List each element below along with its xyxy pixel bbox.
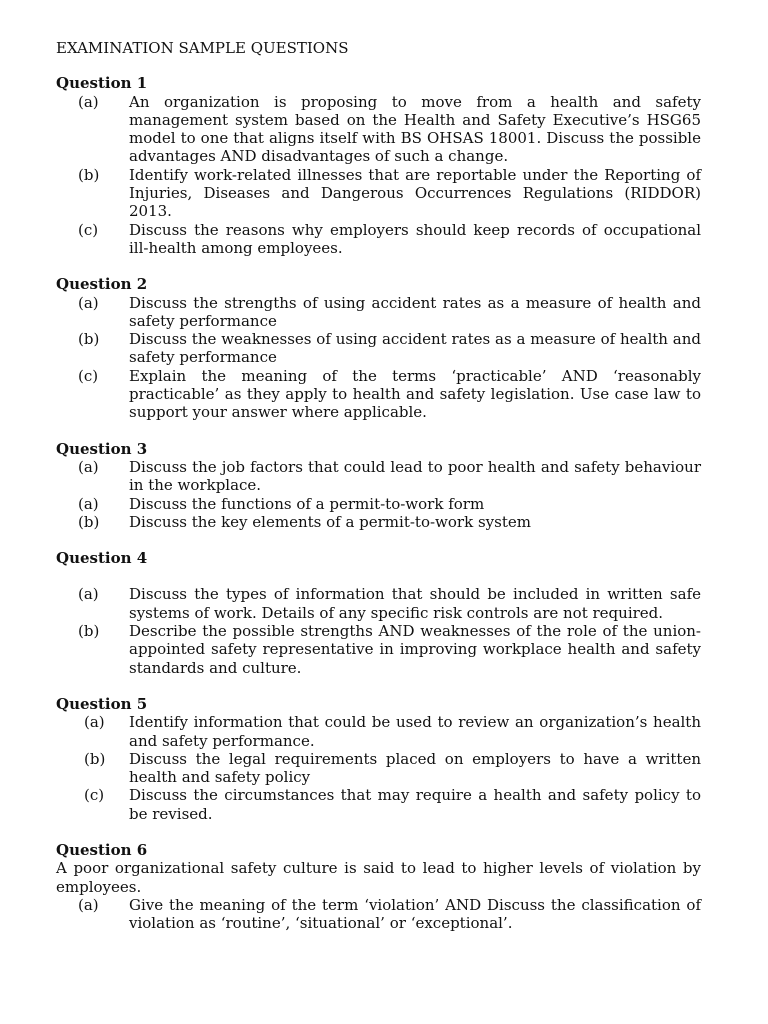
item-text: Describe the possible strengths AND weaknesses of the role of the union-appointed safety representative in improving workplace health and safety standards and culture.	[129, 622, 701, 677]
question-item	[56, 495, 701, 513]
question-item	[56, 294, 701, 331]
item-text: Identify information that could be used to review an organization’s health and safety performance.	[129, 713, 701, 750]
question-item	[56, 166, 701, 221]
question-item	[56, 713, 701, 750]
item-label: (b)	[78, 622, 100, 641]
question-3	[56, 440, 701, 531]
question-item	[56, 367, 701, 422]
item-text: Discuss the types of information that should be included in written safe systems of work. Details of any specific risk controls are not required.	[129, 585, 701, 622]
item-text: Discuss the weaknesses of using accident rates as a measure of health and safety performance	[129, 330, 701, 367]
item-label: (b)	[78, 165, 100, 184]
question-heading: Question 5	[56, 694, 148, 713]
exam-document	[56, 39, 701, 950]
question-item	[56, 513, 701, 531]
item-text: An organization is proposing to move from a health and safety management system based on the Health and Safety Executive’s HSG65 model to one that aligns itself with BS OHSAS 18001. Discuss the possible advantages AND disadvantages of such a change.	[129, 92, 701, 166]
item-text: Discuss the circumstances that may require a health and safety policy to be revised.	[129, 786, 701, 823]
question-item	[56, 221, 701, 258]
item-text: Discuss the reasons why employers should keep records of occupational ill-health among employees.	[129, 220, 701, 257]
item-label: (a)	[78, 92, 99, 111]
item-label: (c)	[84, 786, 105, 805]
question-heading: Question 4	[56, 549, 148, 568]
question-item	[56, 786, 701, 823]
item-text: Identify work-related illnesses that are reportable under the Reporting of Injuries, Diseases and Dangerous Occurrences Regulations (RIDDOR) 2013.	[129, 165, 701, 221]
item-text: Discuss the legal requirements placed on employers to have a written health and safety policy	[129, 749, 701, 787]
item-label: (a)	[84, 713, 105, 732]
item-label: (a)	[78, 585, 99, 604]
question-item	[56, 622, 701, 677]
question-item	[56, 93, 701, 166]
question-4	[56, 549, 701, 677]
item-text: Discuss the strengths of using accident rates as a measure of health and safety performance	[129, 293, 701, 330]
question-item	[56, 896, 701, 933]
question-heading: Question 3	[56, 439, 148, 458]
item-text: Explain the meaning of the terms ‘practicable’ AND ‘reasonably practicable’ as they apply to health and safety legislation. Use case law to support your answer where applicable.	[129, 366, 701, 422]
item-text: Discuss the key elements of a permit-to-work system	[129, 512, 531, 531]
item-label: (b)	[78, 330, 100, 349]
document-title: EXAMINATION SAMPLE QUESTIONS	[56, 39, 349, 57]
item-label: (b)	[84, 749, 106, 768]
item-text: Discuss the functions of a permit-to-work form	[129, 494, 485, 513]
item-label: (a)	[78, 895, 99, 914]
question-intro: A poor organizational safety culture is said to lead to higher levels of violation by employees.	[56, 859, 701, 896]
item-label: (b)	[78, 512, 100, 531]
item-label: (a)	[78, 494, 99, 513]
question-item	[56, 585, 701, 622]
item-text: Give the meaning of the term ‘violation’ AND Discuss the classification of violation as ‘routine’, ‘situational’ or ‘exceptional’.	[129, 895, 701, 933]
question-5	[56, 695, 701, 823]
question-heading: Question 2	[56, 275, 148, 294]
question-item	[56, 330, 701, 367]
item-label: (c)	[78, 366, 99, 385]
question-2	[56, 275, 701, 421]
question-1	[56, 74, 701, 257]
item-text: Discuss the job factors that could lead to poor health and safety behaviour in the workplace.	[129, 457, 701, 495]
item-label: (a)	[78, 293, 99, 312]
question-heading: Question 6	[56, 840, 148, 859]
question-6	[56, 841, 701, 932]
item-label: (a)	[78, 457, 99, 476]
question-item	[56, 750, 701, 787]
item-label: (c)	[78, 220, 99, 239]
spacer	[56, 567, 701, 585]
question-heading: Question 1	[56, 74, 148, 93]
question-item	[56, 458, 701, 495]
